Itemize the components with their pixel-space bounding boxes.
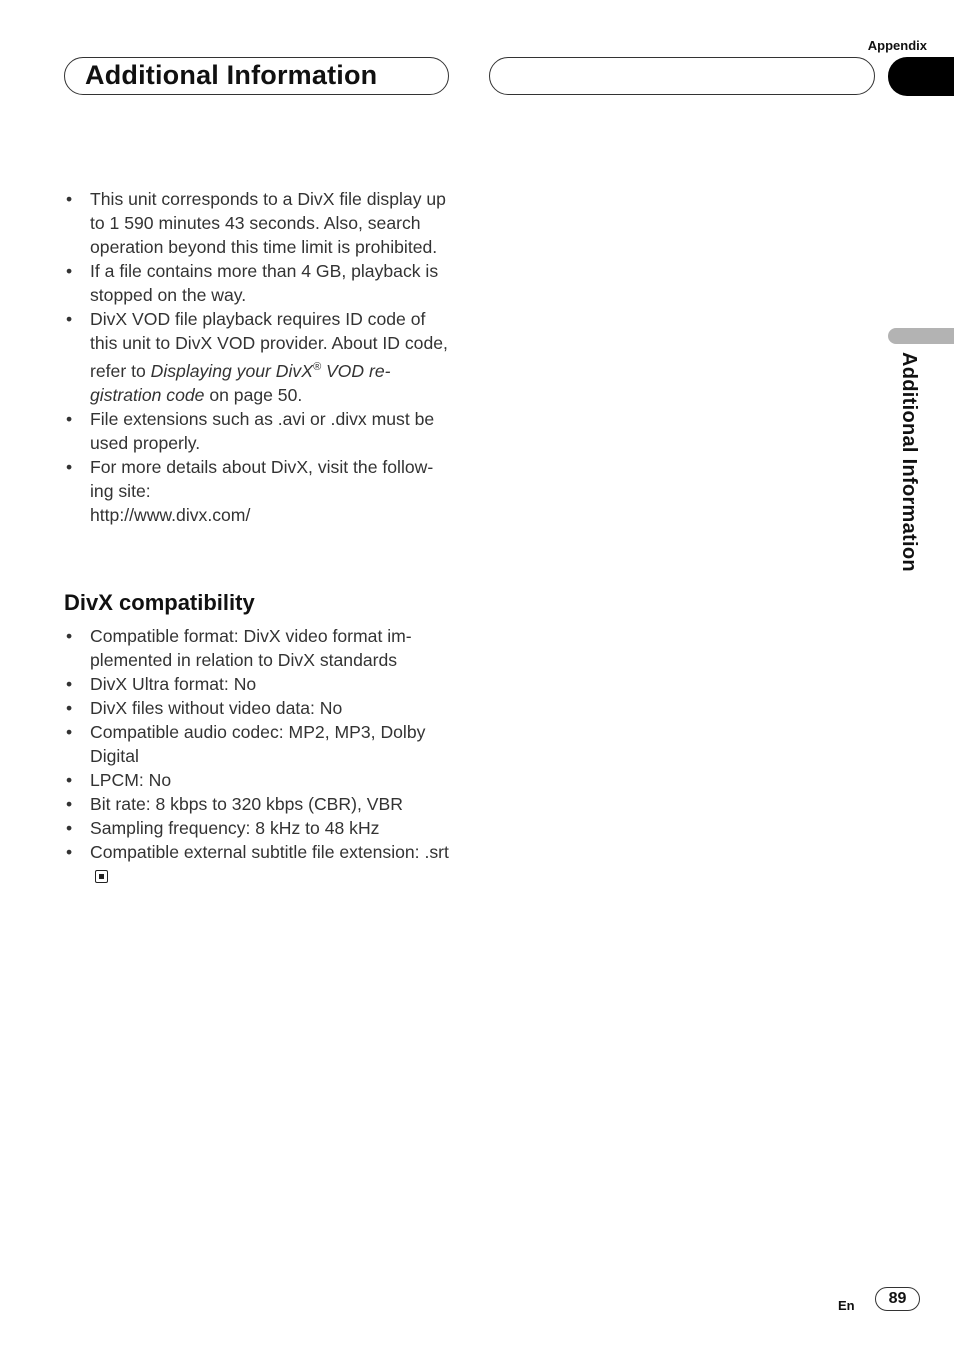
notes-list — [64, 187, 454, 527]
list-item — [64, 307, 454, 407]
note-text: For more details about DivX, visit the follow-ing site: — [90, 456, 434, 501]
registered-mark: ® — [312, 361, 322, 373]
appendix-label: Appendix — [867, 38, 927, 53]
section-gray-tab — [888, 328, 954, 344]
list-item: • DivX Ultra format: No — [64, 672, 454, 696]
chapter-title: Additional Information — [85, 60, 378, 90]
section-black-tab — [888, 57, 954, 96]
list-item: • Compatible format: DivX video format im-plemented in relation to DivX standards — [64, 624, 454, 672]
list-item-text: Compatible external subtitle file extension: .srt — [90, 842, 449, 862]
list-item: • LPCM: No — [64, 768, 454, 792]
note-text: DivX VOD file playback requires ID code of this unit to DivX VOD provider. About ID code, refer to — [90, 309, 448, 381]
list-item: • Compatible audio codec: MP2, MP3, Dolby Digital — [64, 720, 454, 768]
list-item: • Sampling frequency: 8 kHz to 48 kHz — [64, 816, 454, 840]
list-item: • This unit corresponds to a DivX file display up to 1 590 minutes 43 seconds. Also, search operation beyond this time limit is prohibited. — [64, 187, 454, 259]
compatibility-list — [64, 624, 454, 888]
chapter-title-box — [64, 57, 449, 95]
list-item: • DivX files without video data: No — [64, 696, 454, 720]
section-heading: DivX compatibility — [64, 590, 255, 615]
stop-square-icon — [95, 870, 108, 883]
list-item — [64, 840, 454, 888]
page-number: 89 — [875, 1287, 920, 1311]
list-item — [64, 455, 454, 527]
page-reference-cont: VOD re-gistration code — [90, 360, 391, 405]
list-item: • File extensions such as .avi or .divx must be used properly. — [64, 407, 454, 455]
language-label: En — [838, 1298, 855, 1313]
header-empty-box — [489, 57, 875, 95]
divx-url: http://www.divx.com/ — [90, 504, 251, 525]
note-text-end: on page 50. — [204, 384, 303, 405]
list-item: • If a file contains more than 4 GB, playback is stopped on the way. — [64, 259, 454, 307]
list-item: • Bit rate: 8 kbps to 320 kbps (CBR), VBR — [64, 792, 454, 816]
page-reference: Displaying your DivX — [150, 360, 313, 381]
side-section-label: Additional Information — [898, 352, 920, 572]
